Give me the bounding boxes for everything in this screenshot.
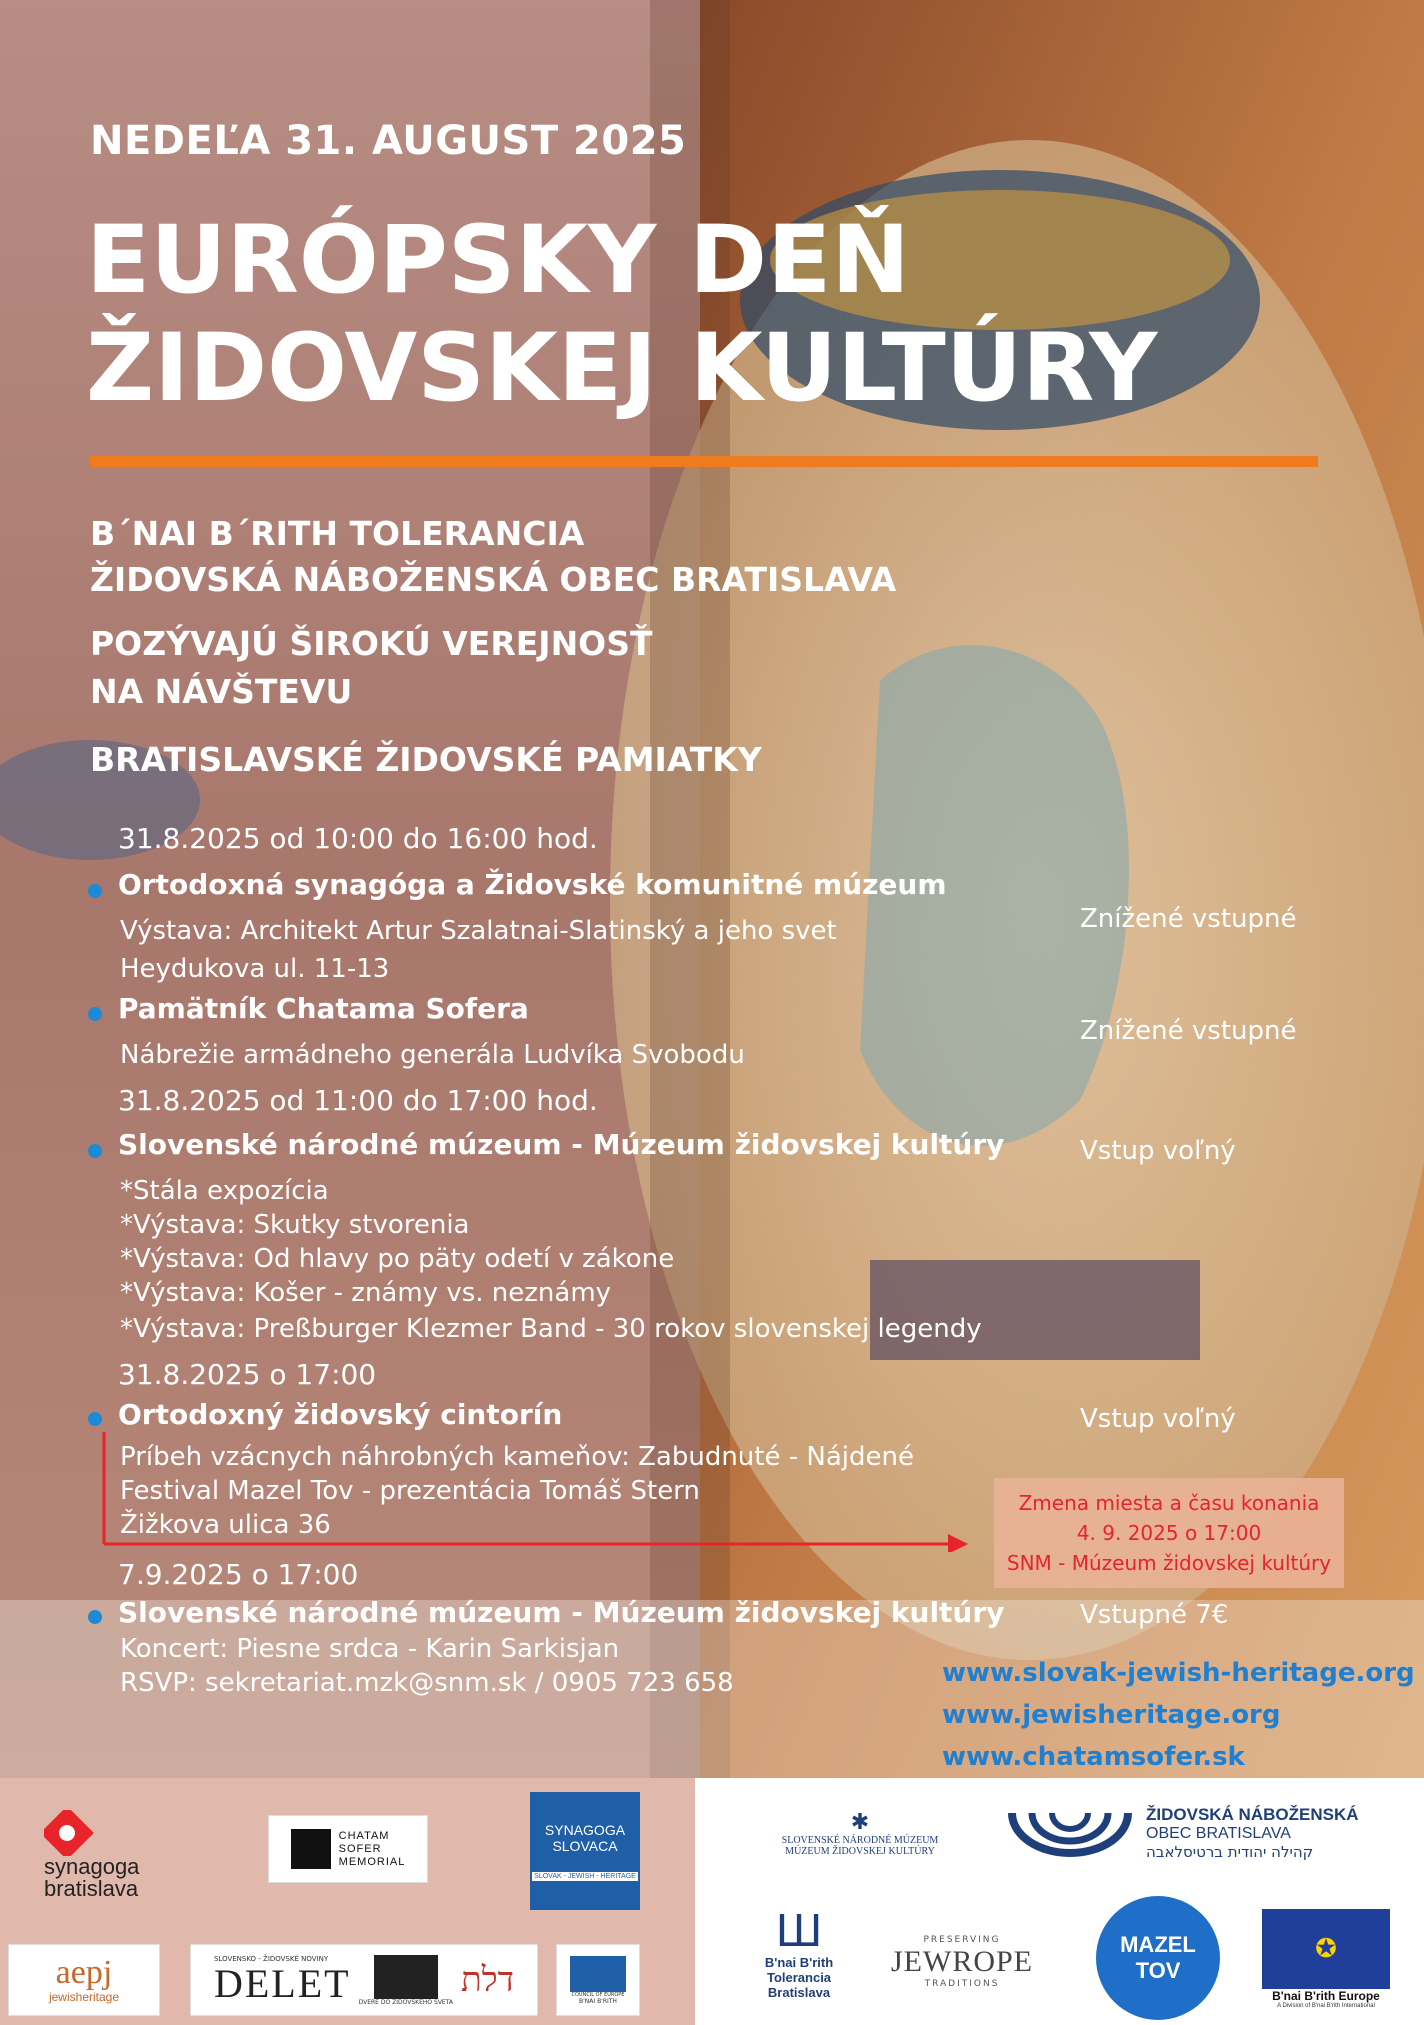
doorway-icon: [374, 1955, 438, 1999]
bullet-icon: [88, 1007, 102, 1021]
block2-time: 31.8.2025 od 11:00 do 17:00 hod.: [118, 1084, 598, 1117]
notice-line-1: Zmena miesta a času konania: [1018, 1491, 1320, 1515]
change-arrow: [96, 1432, 976, 1552]
logo-text: SLOVENSKÉ NÁRODNÉ MÚZEUM: [781, 1834, 939, 1846]
logo-text: bratislava: [44, 1876, 139, 1901]
logo-text: B'NAI B'RITH: [579, 1997, 617, 2005]
venue5-name: Slovenské národné múzeum - Múzeum židovskej kultúry: [118, 1596, 1005, 1629]
logo-text: דלת: [461, 1960, 515, 2000]
logo-text: B'nai B'rith: [764, 1954, 834, 1970]
logo-text: SLOVACA: [552, 1837, 618, 1854]
mazel-tov-festival-logo: [1096, 1896, 1220, 2020]
logo-text: SLOVENSKO - ŽIDOVSKÉ NOVINY: [213, 1955, 329, 1963]
venue1-name: Ortodoxná synagóga a Židovské komunitné múzeum: [118, 868, 947, 901]
venue3-price: Vstup voľný: [1080, 1136, 1236, 1166]
invitation-line-2: NA NÁVŠTEVU: [90, 672, 353, 711]
notice-line-2: 4. 9. 2025 o 17:00: [1076, 1521, 1262, 1545]
venue1-detail: Výstava: Architekt Artur Szalatnai-Slatinský a jeho svet: [120, 916, 837, 946]
logo-text: SOFER: [338, 1842, 382, 1855]
logo-text: DVERE DO ŽIDOVSKÉHO SVETA: [358, 1998, 454, 2006]
invitation-line-1: POZÝVAJÚ ŠIROKÚ VEREJNOSŤ: [90, 624, 653, 663]
chatam-sofer-logo: [268, 1815, 428, 1883]
notice-line-3: SNM - Múzeum židovskej kultúry: [1006, 1551, 1332, 1575]
delet-logo: [190, 1944, 538, 2016]
logo-text: ŽIDOVSKÁ NÁBOŽENSKÁ: [1146, 1805, 1359, 1824]
bnai-brith-tolerancia-logo: [744, 1895, 854, 2013]
venue2-address: Nábrežie armádneho generála Ludvíka Svobodu: [120, 1040, 745, 1070]
url-link-2[interactable]: www.jewisheritage.org: [942, 1700, 1281, 1730]
venue5-detail: Koncert: Piesne srdca - Karin Sarkisjan: [120, 1634, 620, 1664]
logo-text: MEMORIAL: [338, 1855, 406, 1868]
venue3-name: Slovenské národné múzeum - Múzeum židovskej kultúry: [118, 1128, 1005, 1161]
venue4-price: Vstup voľný: [1080, 1404, 1236, 1434]
snm-star-icon: ✱: [850, 1809, 870, 1835]
venue5-price: Vstupné 7€: [1080, 1600, 1229, 1630]
venue1-address: Heydukova ul. 11-13: [120, 954, 390, 984]
synagoga-slovaca-logo: [530, 1792, 640, 1910]
logo-text: jewisheritage: [48, 1990, 120, 2004]
invitation-line-3: BRATISLAVSKÉ ŽIDOVSKÉ PAMIATKY: [90, 740, 762, 779]
event-title-line-1: EURÓPSKY DEŇ: [86, 206, 910, 315]
venue3-item: *Výstava: Skutky stvorenia: [120, 1210, 470, 1240]
logo-text: CHATAM: [338, 1829, 390, 1842]
logo-text: DELET: [213, 1961, 351, 2006]
venue1-price: Znížené vstupné: [1080, 904, 1297, 934]
logo-text: SLOVAK - JEWISH - HERITAGE: [534, 1872, 636, 1880]
zno-bratislava-logo: [1004, 1800, 1408, 1866]
logo-text: synagoga: [44, 1854, 140, 1879]
url-link-1[interactable]: www.slovak-jewish-heritage.org: [942, 1658, 1415, 1688]
logo-text: MÚZEUM ŽIDOVSKEJ KULTÚRY: [785, 1845, 935, 1857]
event-title-line-2: ŽIDOVSKEJ KULTÚRY: [86, 314, 1158, 423]
logo-text: Bratislava: [767, 1984, 831, 2000]
venue4-detail-1: Príbeh vzácnych náhrobných kameňov: Zabudnuté - Nájdené: [120, 1442, 914, 1472]
venue5-rsvp: RSVP: sekretariat.mzk@snm.sk / 0905 723 658: [120, 1668, 734, 1698]
venue3-item: *Stála expozícia: [120, 1176, 329, 1206]
logo-text: aepj: [55, 1954, 113, 1991]
bullet-icon: [88, 884, 102, 898]
logo-text: SYNAGOGA: [544, 1821, 626, 1838]
logo-text: MAZEL: [1120, 1932, 1196, 1957]
organizer-1: B´NAI B´RITH TOLERANCIA: [90, 514, 585, 553]
menorah-arcs-icon: [1004, 1805, 1136, 1861]
orange-divider: [90, 456, 1318, 467]
venue3-item: *Výstava: Preßburger Klezmer Band - 30 rokov slovenskej legendy: [120, 1314, 982, 1344]
venue3-item: *Výstava: Od hlavy po päty odetí v zákone: [120, 1244, 675, 1274]
venue-change-notice: [994, 1478, 1344, 1588]
venue2-price: Znížené vstupné: [1080, 1016, 1297, 1046]
eu-stars-icon: ✪: [1262, 1909, 1390, 1989]
logo-text: COUNCIL OF EUROPE: [571, 1991, 625, 1998]
logo-text: B'nai B'rith Europe: [1272, 1989, 1380, 2003]
venue4-address: Žižkova ulica 36: [120, 1510, 331, 1540]
venue4-name: Ortodoxný židovský cintorín: [118, 1398, 563, 1431]
logo-text: קהילה יהודית ברטיסלאבה: [1146, 1843, 1314, 1861]
bullet-icon: [88, 1144, 102, 1158]
bullet-icon: [88, 1412, 102, 1426]
snm-logo: [760, 1800, 960, 1866]
logo-text: Tolerancia: [766, 1969, 832, 1985]
synagoga-bratislava-logo: [44, 1800, 164, 1910]
event-date-heading: NEDEĽA 31. AUGUST 2025: [90, 118, 687, 164]
logo-text: JEWROPE: [891, 1945, 1033, 1978]
logo-text: OBEC BRATISLAVA: [1146, 1825, 1291, 1842]
venue3-item: *Výstava: Košer - známy vs. neznámy: [120, 1278, 612, 1308]
venue2-name: Pamätník Chatama Sofera: [118, 992, 529, 1025]
block1-time: 31.8.2025 od 10:00 do 16:00 hod.: [118, 822, 598, 855]
venue4-detail-2: Festival Mazel Tov - prezentácia Tomáš Stern: [120, 1476, 700, 1506]
bullet-icon: [88, 1610, 102, 1624]
logo-text: PRESERVING: [923, 1935, 1001, 1945]
council-of-europe-logo: [556, 1944, 640, 2016]
synagoga-mark-icon: [44, 1810, 98, 1856]
menorah-icon: Ш: [775, 1905, 823, 1957]
url-link-3[interactable]: www.chatamsofer.sk: [942, 1742, 1245, 1772]
eu-flag-icon: [570, 1956, 626, 1992]
bnai-brith-europe-logo: [1258, 1898, 1394, 2020]
logo-text: A Division of B'nai B'rith International: [1277, 2003, 1375, 2009]
logo-text: TRADITIONS: [924, 1979, 1000, 1989]
jewrope-logo: [872, 1932, 1052, 1992]
chatam-mark-icon: [291, 1829, 331, 1869]
block4-time: 7.9.2025 o 17:00: [118, 1558, 359, 1591]
organizer-2: ŽIDOVSKÁ NÁBOŽENSKÁ OBEC BRATISLAVA: [90, 560, 897, 599]
block3-time: 31.8.2025 o 17:00: [118, 1358, 377, 1391]
aepj-logo: [8, 1944, 160, 2016]
logo-text: TOV: [1135, 1958, 1181, 1983]
